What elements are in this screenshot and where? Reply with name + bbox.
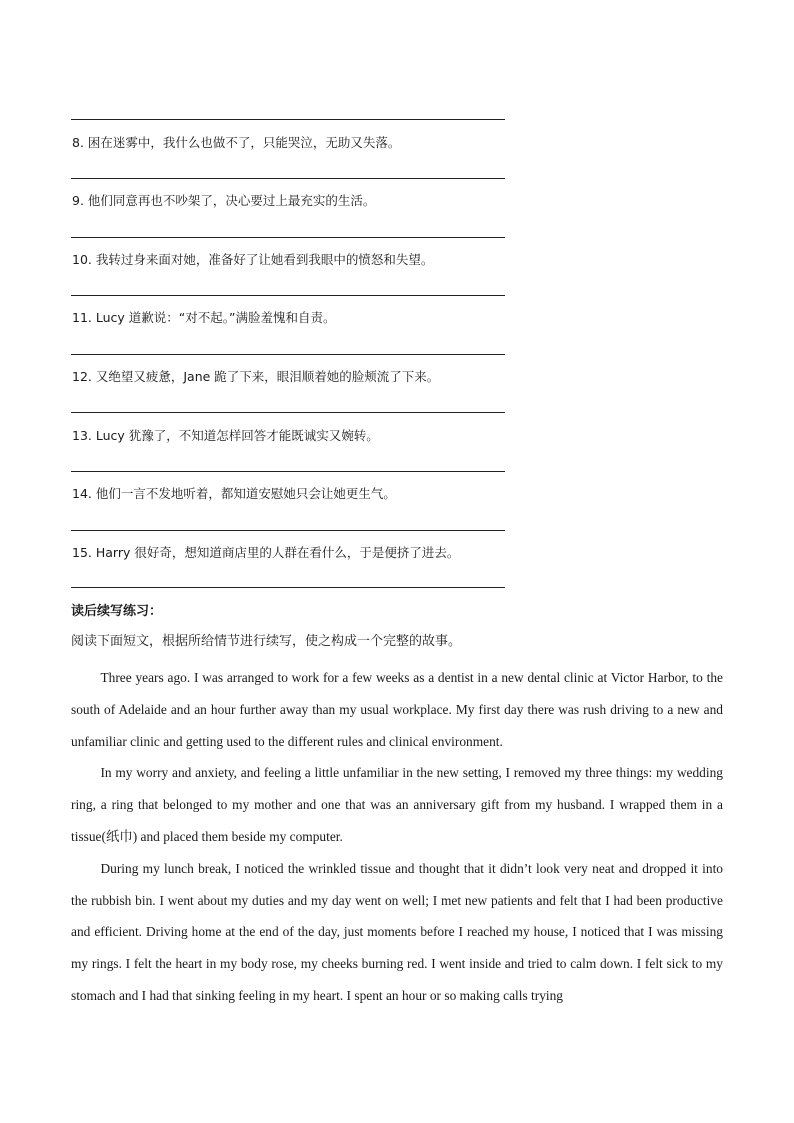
translation-item-9: 9. 他们同意再也不吵架了，决心要过上最充实的生活。	[72, 193, 376, 208]
answer-line	[71, 237, 505, 238]
passage-paragraph: In my worry and anxiety, and feeling a little unfamiliar in the new setting, I removed my three things: my wedding ring, a ring that belonged to my mother and one that was an anniversary gift from my husband. I wrapped them in a tissue(纸巾) and placed them beside my computer.	[71, 765, 723, 844]
translation-item-15: 15. Harry 很好奇，想知道商店里的人群在看什么，于是便挤了进去。	[72, 545, 460, 560]
translation-item-10: 10. 我转过身来面对她，准备好了让她看到我眼中的愤怒和失望。	[72, 252, 434, 267]
translation-item-12: 12. 又绝望又疲惫，Jane 跪了下来，眼泪顺着她的脸颊流了下来。	[72, 369, 440, 384]
passage-paragraph: Three years ago. I was arranged to work for a few weeks as a dentist in a new dental clinic at Victor Harbor, to the south of Adelaide and an hour further away than my usual workplace. My first day there was rush driving to a new and unfamiliar clinic and getting used to the different rules and clinical environment.	[71, 670, 723, 749]
answer-line	[71, 412, 505, 413]
translation-item-13: 13. Lucy 犹豫了，不知道怎样回答才能既诚实又婉转。	[72, 428, 379, 443]
answer-line	[71, 587, 505, 588]
passage-paragraph: During my lunch break, I noticed the wrinkled tissue and thought that it didn’t look very neat and dropped it into the rubbish bin. I went about my duties and my day went on well; I met new patients and felt that I had been productive and efficient. Driving home at the end of the day, just moments before I reached my house, I noticed that I was missing my rings. I felt the heart in my body rose, my cheeks burning red. I went inside and tried to calm down. I felt sick to my stomach and I had that sinking feeling in my heart. I spent an hour or so making calls trying	[71, 860, 723, 1003]
section-title: 读后续写练习：	[71, 604, 163, 619]
answer-line	[71, 178, 505, 179]
answer-line	[71, 471, 505, 472]
section-instruction: 阅读下面短文，根据所给情节进行续写，使之构成一个完整的故事。	[71, 634, 462, 649]
answer-line	[71, 119, 505, 120]
answer-line	[71, 530, 505, 531]
answer-line	[71, 354, 505, 355]
answer-line	[71, 295, 505, 296]
translation-item-8: 8. 困在迷雾中，我什么也做不了，只能哭泣，无助又失落。	[72, 135, 401, 150]
translation-item-11: 11. Lucy 道歉说：“对不起。”满脸羞愧和自责。	[72, 310, 336, 325]
reading-passage	[71, 662, 723, 1012]
translation-item-14: 14. 他们一言不发地听着，都知道安慰她只会让她更生气。	[72, 486, 396, 501]
